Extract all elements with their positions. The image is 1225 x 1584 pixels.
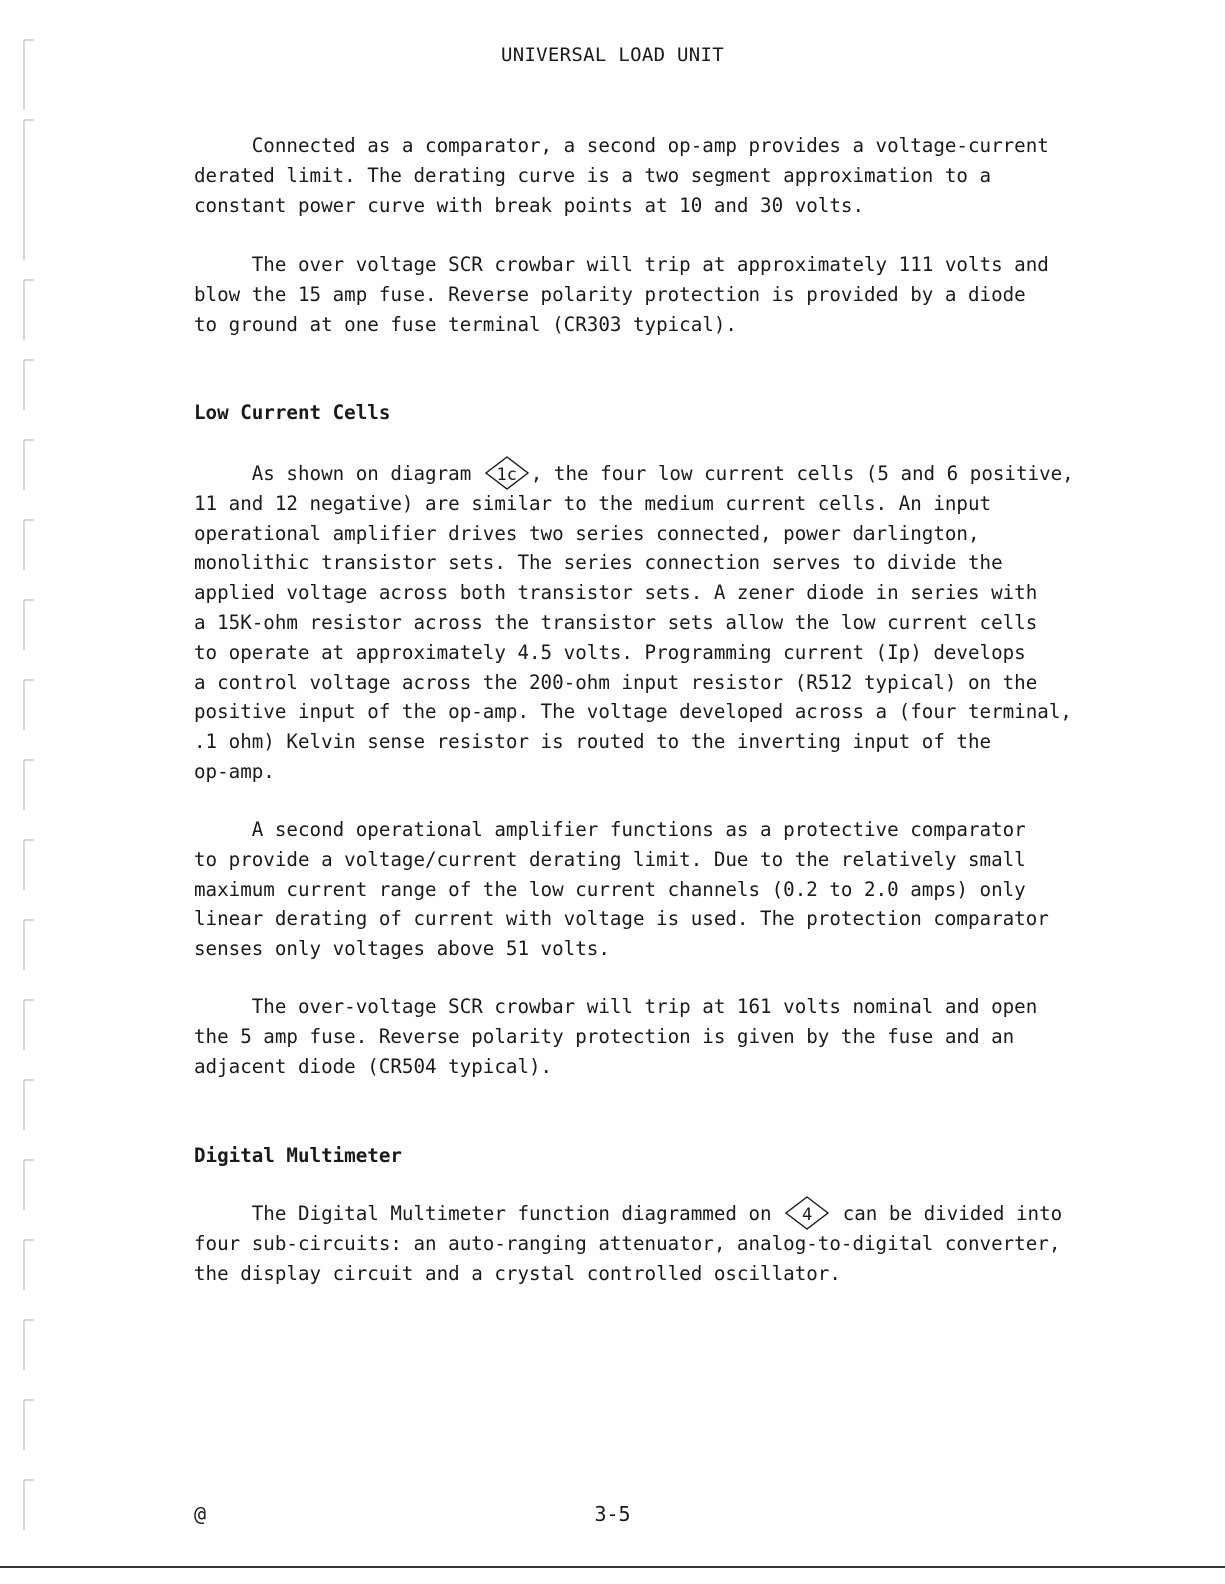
paragraph-2: The over voltage SCR crowbar will trip at approximately 111 volts and blow the 15 amp fuse. Reverse polarity protection is provided by a diode to ground at one fuse terminal (CR303 typical). bbox=[194, 253, 1049, 336]
page-number: 3-5 bbox=[594, 1502, 631, 1526]
paragraph-3-rest: 11 and 12 negative) are similar to the medium current cells. An input operational amplifier drives two series connected, power darlington, monolithic transistor sets. The series connection serves to divide the applied voltage across both transistor sets. A zener diode in series with a 15K-ohm resistor across the transistor sets allow the low current cells to operate at approximately 4.5 volts. Programming current (Ip) develops a control voltage across the 200-ohm input resistor (R512 typical) on the positive input of the op-amp. The voltage developed across a (four terminal, .1 ohm) Kelvin sense resistor is routed to the inverting input of the op-amp. bbox=[194, 491, 1072, 783]
paragraph-3-line1-start: As shown on diagram bbox=[194, 462, 483, 485]
paragraph-5: The over-voltage SCR crowbar will trip at 161 volts nominal and open the 5 amp fuse. Reverse polarity protection is given by the fuse and an adjacent diode (CR504 typical). bbox=[194, 995, 1038, 1078]
paragraph-6 bbox=[194, 1199, 1114, 1288]
paragraph-6-rest: four sub-circuits: an auto-ranging attenuator, analog-to-digital converter, the display circuit and a crystal controlled oscillator. bbox=[194, 1231, 1061, 1285]
section-heading-dmm: Digital Multimeter bbox=[194, 1144, 402, 1167]
paragraph-1: Connected as a comparator, a second op-amp provides a voltage-current derated limit. The derating curve is a two segment approximation to a constant power curve with break points at 10 and 30 volts. bbox=[194, 134, 1049, 217]
paragraph-3-line1-end: , the four low current cells (5 and 6 positive, bbox=[530, 462, 1074, 485]
diagram-ref-1c: 1c bbox=[485, 462, 529, 484]
section-heading-low-current: Low Current Cells bbox=[194, 401, 391, 424]
scan-edge-line bbox=[0, 1566, 1225, 1568]
page-header: UNIVERSAL LOAD UNIT bbox=[500, 44, 725, 66]
binder-marks bbox=[12, 0, 52, 1584]
paragraph-4: A second operational amplifier functions as a protective comparator to provide a voltage/current derating limit. Due to the relatively small maximum current range of the low current channels (0.2 to 2.0 amps) only linear derating of current with voltage is used. The protection comparator senses only voltages above 51 volts. bbox=[194, 818, 1049, 961]
paragraph-6-line1-start: The Digital Multimeter function diagrammed on bbox=[194, 1202, 784, 1225]
paragraph-6-line1-end: can be divided into bbox=[831, 1202, 1063, 1225]
diagram-ref-4: 4 bbox=[785, 1202, 829, 1224]
paragraph-3 bbox=[194, 459, 1114, 787]
footer-symbol: @ bbox=[194, 1502, 207, 1526]
